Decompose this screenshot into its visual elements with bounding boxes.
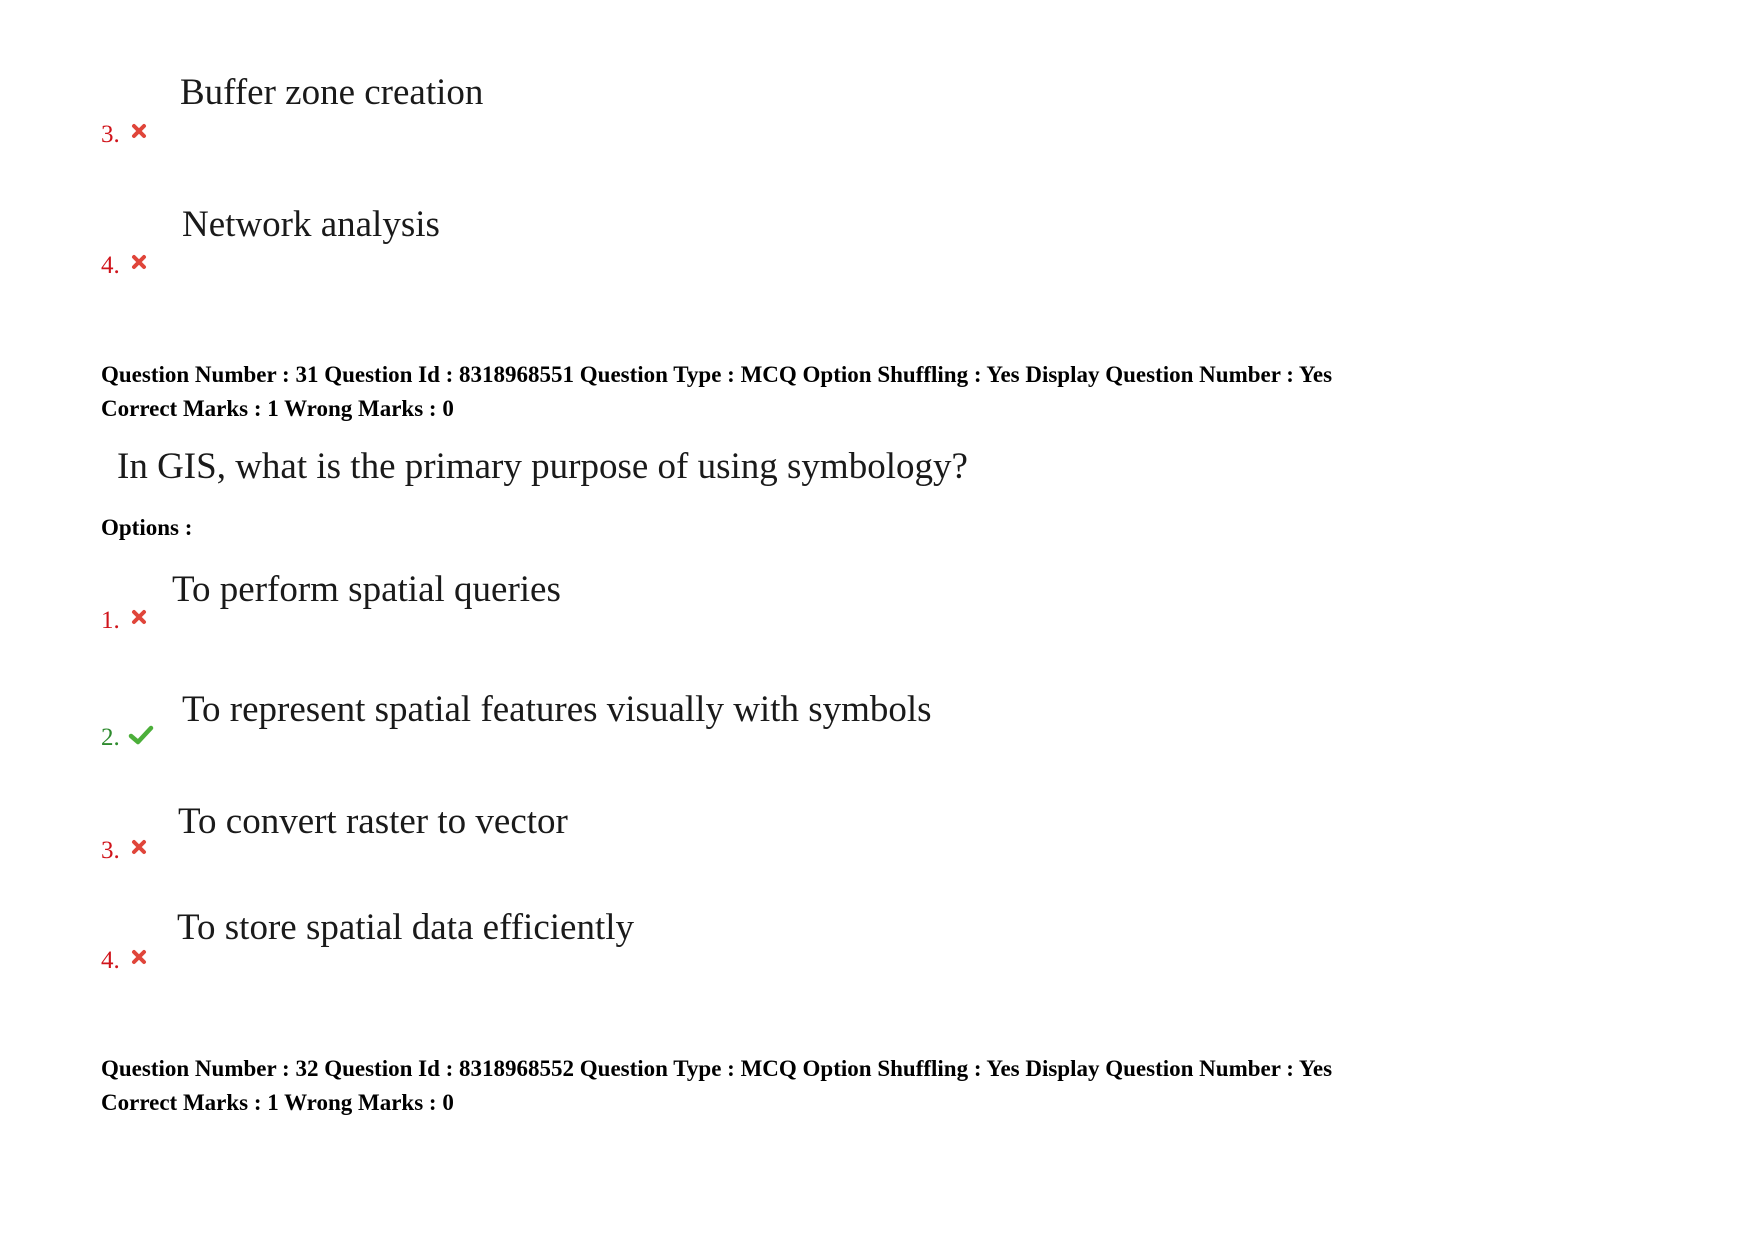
option-number: 1. [101, 607, 120, 634]
question-meta: Question Number : 32 Question Id : 8318968552 Question Type : MCQ Option Shuffling : Yes Display Question Number : Yes [101, 1056, 1333, 1081]
option-marker [101, 253, 148, 278]
question-text: In GIS, what is the primary purpose of using symbology? [117, 446, 968, 487]
options-label: Options : [101, 515, 193, 540]
option-text: Network analysis [182, 204, 440, 245]
option-number: 3. [101, 121, 120, 148]
question-marks: Correct Marks : 1 Wrong Marks : 0 [101, 396, 454, 421]
option-text: To perform spatial queries [172, 569, 561, 610]
option-marker [101, 948, 148, 973]
cross-icon [130, 253, 148, 271]
option-text: To convert raster to vector [178, 801, 568, 842]
check-icon [128, 725, 154, 745]
option-number: 3. [101, 837, 120, 864]
option-text: To store spatial data efficiently [177, 907, 635, 948]
question-meta: Question Number : 31 Question Id : 8318968551 Question Type : MCQ Option Shuffling : Yes Display Question Number : Yes [101, 362, 1333, 387]
option-number: 4. [101, 947, 120, 974]
option-number: 4. [101, 252, 120, 279]
option-marker [101, 122, 148, 147]
option-marker [101, 608, 148, 633]
option-marker [101, 725, 154, 750]
cross-icon [130, 948, 148, 966]
cross-icon [130, 838, 148, 856]
question-marks: Correct Marks : 1 Wrong Marks : 0 [101, 1090, 454, 1115]
option-text: To represent spatial features visually with symbols [182, 689, 932, 730]
option-marker [101, 838, 148, 863]
option-text: Buffer zone creation [180, 72, 484, 113]
option-number: 2. [101, 724, 120, 751]
cross-icon [130, 608, 148, 626]
cross-icon [130, 122, 148, 140]
